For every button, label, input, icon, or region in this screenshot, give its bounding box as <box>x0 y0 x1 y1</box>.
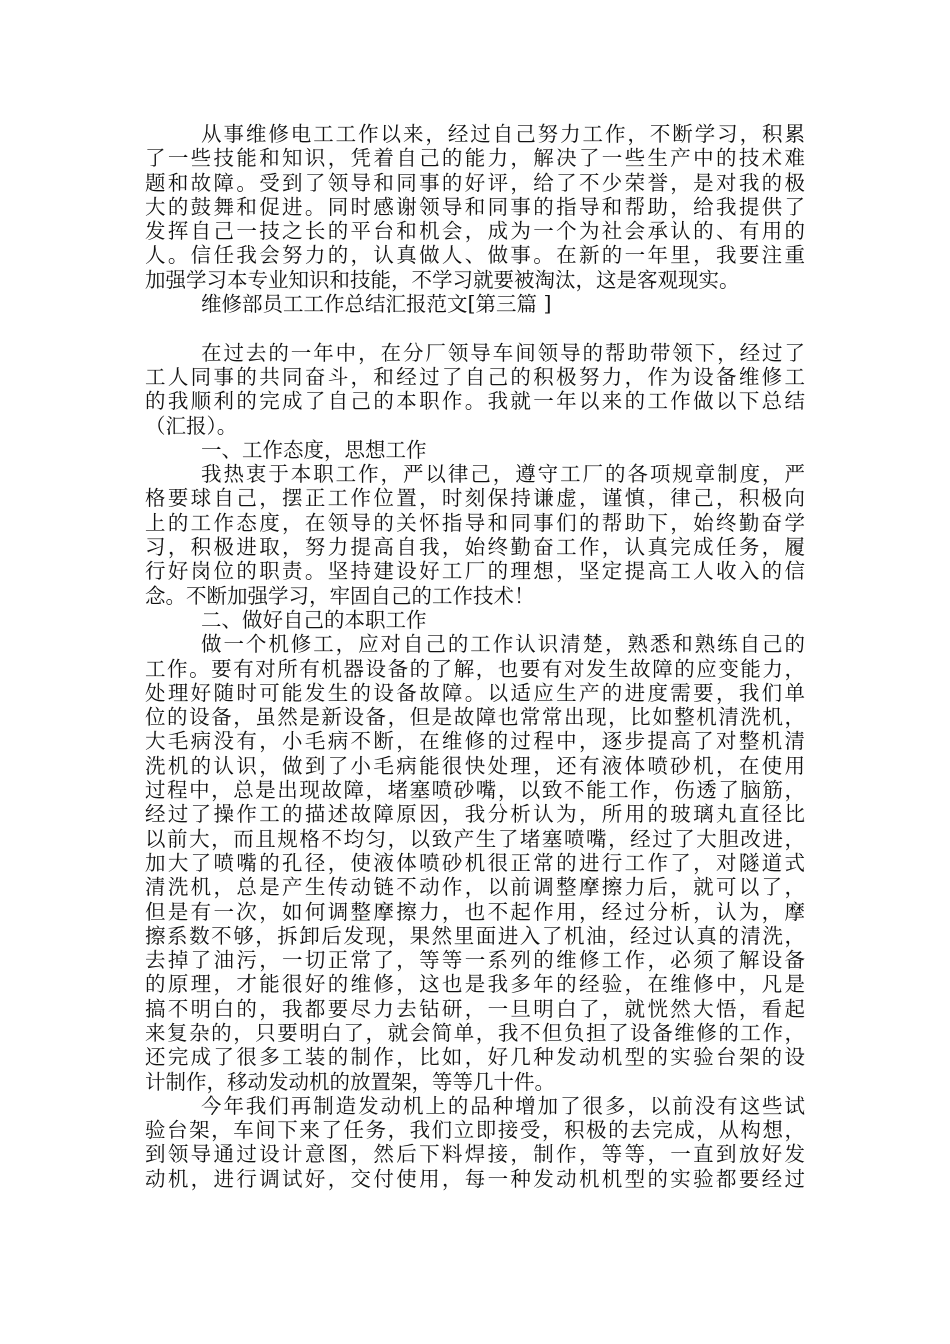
text-line: 加大了喷嘴的孔径，使液体喷砂机很正常的进行工作了，对隧道式 <box>145 850 805 875</box>
text-line: 到领导通过设计意图，然后下料焊接，制作，等等，一直到放好发 <box>145 1142 805 1167</box>
text-line: 处理好随时可能发生的设备故障。以适应生产的进度需要，我们单 <box>145 680 805 705</box>
text-line: 大毛病没有，小毛病不断，在维修的过程中，逐步提高了对整机清 <box>145 729 805 754</box>
text-line: 格要球自己，摆正工作位置，时刻保持谦虚，谨慎，律己，积极向 <box>145 486 805 511</box>
section-title-text: 维修部员工工作总结汇报范文[第三篇 ] <box>201 292 552 317</box>
text-line: 搞不明白的，我都要尽力去钻研，一旦明白了，就恍然大悟，看起 <box>145 996 805 1021</box>
text-line: 发挥自己一技之长的平台和机会，成为一个为社会承认的、有用的 <box>145 219 805 244</box>
text-line: 动机，进行调试好，交付使用，每一种发动机机型的实验都要经过 <box>145 1166 805 1191</box>
blank-line <box>145 316 805 340</box>
text-line: 位的设备，虽然是新设备，但是故障也常常出现，比如整机清洗机， <box>145 705 805 730</box>
text-line: （汇报）。 <box>145 413 238 438</box>
text-line: 我热衷于本职工作，严以律己，遵守工厂的各项规章制度，严 <box>201 462 805 487</box>
text-line: 大的鼓舞和促进。同时感谢领导和同事的指导和帮助，给我提供了 <box>145 194 805 219</box>
text-line: 还完成了很多工装的制作，比如，好几种发动机型的实验台架的设 <box>145 1045 805 1070</box>
text-line: 工作。要有对所有机器设备的了解，也要有对发生故障的应变能力， <box>145 656 805 681</box>
text-line: 题和故障。受到了领导和同事的好评，给了不少荣誉，是对我的极 <box>145 170 805 195</box>
paragraph-attitude <box>145 462 805 608</box>
paragraph-opening <box>145 341 805 438</box>
text-line: 做一个机修工，应对自己的工作认识清楚，熟悉和熟练自己的 <box>201 632 805 657</box>
paragraph-intro <box>145 122 805 292</box>
text-line: 计制作，移动发动机的放置架，等等几十件。 <box>145 1069 555 1094</box>
text-line: 来复杂的，只要明白了，就会简单，我不但负担了设备维修的工作， <box>145 1020 805 1045</box>
text-line: 今年我们再制造发动机上的品种增加了很多，以前没有这些试 <box>201 1093 805 1118</box>
text-line: 上的工作态度，在领导的关怀指导和同事们的帮助下，始终勤奋学 <box>145 510 805 535</box>
text-line: 清洗机，总是产生传动链不动作，以前调整摩擦力后，就可以了， <box>145 875 805 900</box>
text-line: 工人同事的共同奋斗，和经过了自己的积极努力，作为设备维修工 <box>145 364 805 389</box>
document-body <box>145 122 805 1191</box>
text-line: 以前大，而且规格不均匀，以致产生了堵塞喷嘴，经过了大胆改进， <box>145 826 805 851</box>
text-line: 擦系数不够，拆卸后发现，果然里面进入了机油，经过认真的清洗， <box>145 923 805 948</box>
text-line: 过程中，总是出现故障，堵塞喷砂嘴，以致不能工作，伤透了脑筋， <box>145 778 805 803</box>
text-line: 习，积极进取，努力提高自我，始终勤奋工作，认真完成任务，履 <box>145 535 805 560</box>
heading-text: 二、做好自己的本职工作 <box>201 607 427 632</box>
paragraph-test-stands <box>145 1094 805 1191</box>
text-line: 的我顺利的完成了自己的本职作。我就一年以来的工作做以下总结 <box>145 389 805 414</box>
heading-text: 一、工作态度，思想工作 <box>201 437 427 462</box>
section-title <box>145 292 805 316</box>
text-line: 验台架，车间下来了任务，我们立即接受，积极的去完成，从构想， <box>145 1118 805 1143</box>
text-line: 行好岗位的职责。坚持建设好工厂的理想，坚定提高工人收入的信 <box>145 559 805 584</box>
text-line: 经过了操作工的描述故障原因，我分析认为，所用的玻璃丸直径比 <box>145 802 805 827</box>
text-line: 人。信任我会努力的，认真做人、做事。在新的一年里，我要注重 <box>145 243 805 268</box>
paragraph-duty <box>145 632 805 1094</box>
text-line: 但是有一次，如何调整摩擦力，也不起作用，经过分析，认为，摩 <box>145 899 805 924</box>
text-line: 在过去的一年中，在分厂领导车间领导的帮助带领下，经过了 <box>201 340 805 365</box>
text-line: 从事维修电工工作以来，经过自己努力工作，不断学习，积累 <box>201 122 805 146</box>
heading-attitude <box>145 438 805 462</box>
text-line: 洗机的认识，做到了小毛病能很快处理，还有液体喷砂机，在使用 <box>145 753 805 778</box>
text-line: 了一些技能和知识，凭着自己的能力，解决了一些生产中的技术难 <box>145 146 805 171</box>
text-line: 念。不断加强学习，牢固自己的工作技术！ <box>145 583 535 608</box>
text-line: 加强学习本专业知识和技能，不学习就要被淘汰，这是客观现实。 <box>145 267 740 292</box>
text-line: 去掉了油污，一切正常了，等等一系列的维修工作，必须了解设备 <box>145 948 805 973</box>
text-line: 的原理，才能很好的维修，这也是我多年的经验，在维修中，凡是 <box>145 972 805 997</box>
heading-duty <box>145 608 805 632</box>
